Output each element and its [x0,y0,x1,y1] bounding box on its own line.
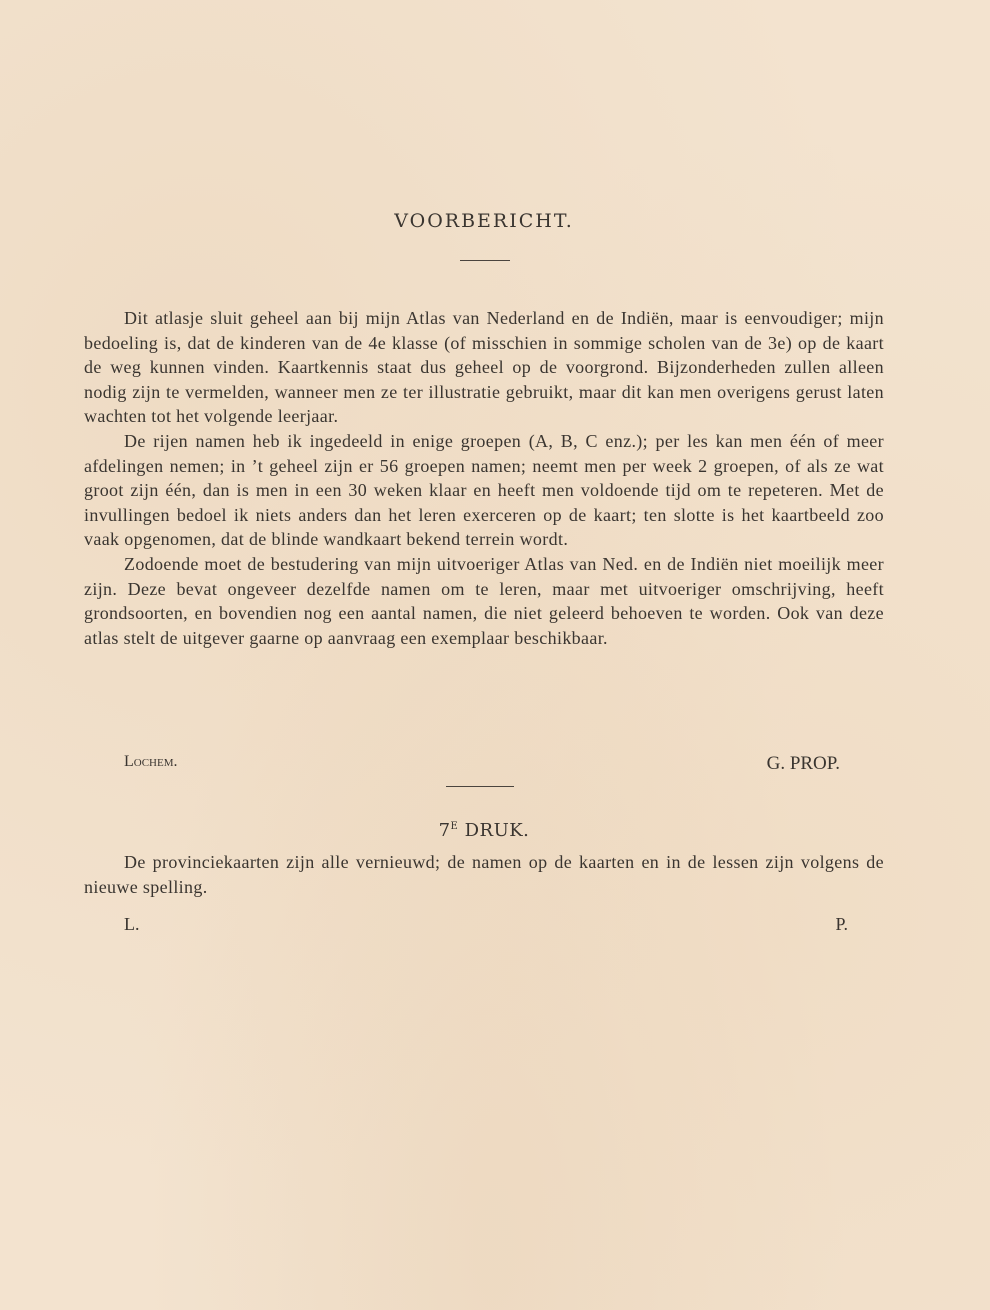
foreword-body [84,306,884,650]
place-signature: Lochem. [124,753,178,770]
edition-number: 7 [438,820,451,841]
paragraph-3: Zodoende moet de bestudering van mijn uitvoeriger Atlas van Ned. en de Indiën niet moeilijk meer zijn. Deze bevat ongeveer dezelfde namen om te leren, maar met uitvoeriger omschrijving, heeft grondsoorten, en bovendien nog een aantal namen, die niet geleerd behoeven te worden. Ook van deze atlas stelt de uitgever gaarne op aanvraag een exemplaar beschikbaar. [84,553,884,648]
paragraph-1: Dit atlasje sluit geheel aan bij mijn Atlas van Nederland en de Indiën, maar is eenvoudiger; mijn bedoeling is, dat de kinderen van de 4e klasse (of misschien in sommige scholen van de 3e) op de kaart de weg kunnen vinden. Kaartkennis staat dus geheel op de voorgrond. Bijzonderheden zullen alleen nodig zijn te vermelden, wanneer men ze ter illustratie gebruikt, maar dit kan men overigens gerust laten wachten tot het volgende leerjaar. [84,308,884,427]
author-signature: G. PROP. [766,753,840,774]
edition-body [84,850,884,899]
edition-sig-left: L. [124,914,140,934]
edition-suffix: E [450,821,459,832]
title-divider [460,260,510,261]
edition-paragraph: De provinciekaarten zijn alle vernieuwd; de namen op de kaarten en in de lessen zijn volgens de nieuwe spelling. [84,852,884,897]
edition-heading [84,820,884,841]
edition-label: DRUK. [464,820,530,841]
paragraph-2: De rijen namen heb ik ingedeeld in enige groepen (A, B, C enz.); per les kan men één of meer afdelingen nemen; in ’t geheel zijn er 56 groepen namen; neemt men per week 2 groepen, of als ze wat groot zijn één, dan is men in een 30 weken klaar en heeft men voldoende tijd om te repeteren. Met de invullingen bedoel ik niets anders dan het leren exerceren op de kaart; ten slotte is het kaartbeeld zoo vaak opgenomen, dat de blinde wandkaart bekend terrein wordt. [84,430,884,550]
page-title: VOORBERICHT. [394,210,574,232]
section-divider [446,786,514,787]
edition-sig-right: P. [835,914,848,934]
